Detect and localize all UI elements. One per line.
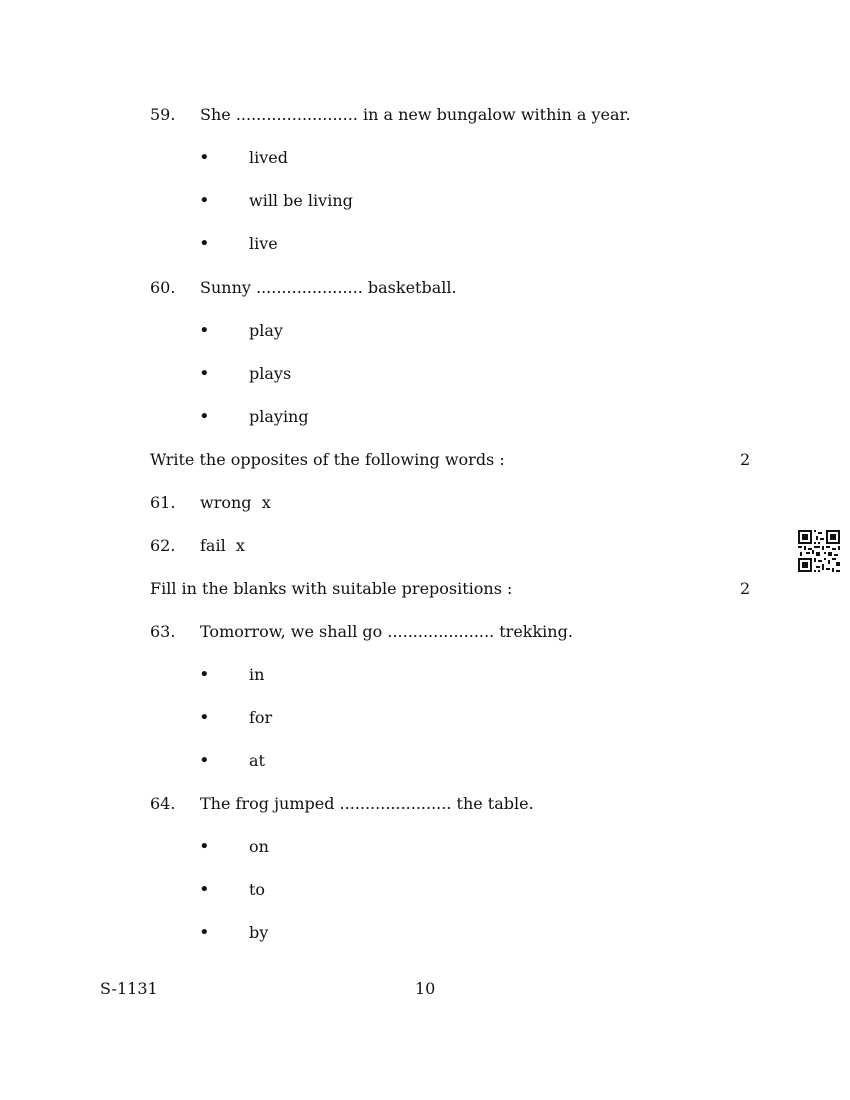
bullet-icon: •: [199, 664, 210, 685]
bullet-icon: •: [199, 836, 210, 857]
paper-code: S-1131: [100, 979, 158, 998]
bullet-icon: •: [199, 363, 210, 384]
qr-code-icon: [798, 530, 840, 572]
question-61-text: wrong x: [200, 493, 271, 512]
question-59-option-1: lived: [249, 148, 288, 167]
bullet-icon: •: [199, 707, 210, 728]
question-60-number: 60.: [150, 278, 176, 297]
question-63-number: 63.: [150, 622, 176, 641]
question-59-number: 59.: [150, 105, 176, 124]
question-59-option-2: will be living: [249, 191, 353, 210]
question-60-option-3: playing: [249, 407, 309, 426]
bullet-icon: •: [199, 147, 210, 168]
bullet-icon: •: [199, 750, 210, 771]
bullet-icon: •: [199, 320, 210, 341]
question-60-text: Sunny ..................... basketball.: [200, 278, 457, 297]
bullet-icon: •: [199, 406, 210, 427]
question-61-number: 61.: [150, 493, 176, 512]
question-63-option-1: in: [249, 665, 265, 684]
question-64-text: The frog jumped ...................... the table.: [200, 794, 534, 813]
question-59-option-3: live: [249, 234, 278, 253]
question-62-text: fail x: [200, 536, 245, 555]
opposites-instruction: Write the opposites of the following words :: [150, 450, 505, 469]
opposites-marks: 2: [740, 450, 751, 469]
question-59-text: She ........................ in a new bungalow within a year.: [200, 105, 631, 124]
question-60-option-2: plays: [249, 364, 292, 383]
bullet-icon: •: [199, 190, 210, 211]
question-62-number: 62.: [150, 536, 176, 555]
question-64-option-1: on: [249, 837, 269, 856]
bullet-icon: •: [199, 233, 210, 254]
bullet-icon: •: [199, 879, 210, 900]
question-63-option-2: for: [249, 708, 273, 727]
question-64-option-3: by: [249, 923, 269, 942]
question-64-option-2: to: [249, 880, 266, 899]
question-63-text: Tomorrow, we shall go ..................... trekking.: [200, 622, 573, 641]
page-number: 10: [415, 979, 436, 998]
prepositions-instruction: Fill in the blanks with suitable prepositions :: [150, 579, 513, 598]
bullet-icon: •: [199, 922, 210, 943]
question-64-number: 64.: [150, 794, 176, 813]
prepositions-marks: 2: [740, 579, 751, 598]
question-63-option-3: at: [249, 751, 265, 770]
question-60-option-1: play: [249, 321, 283, 340]
